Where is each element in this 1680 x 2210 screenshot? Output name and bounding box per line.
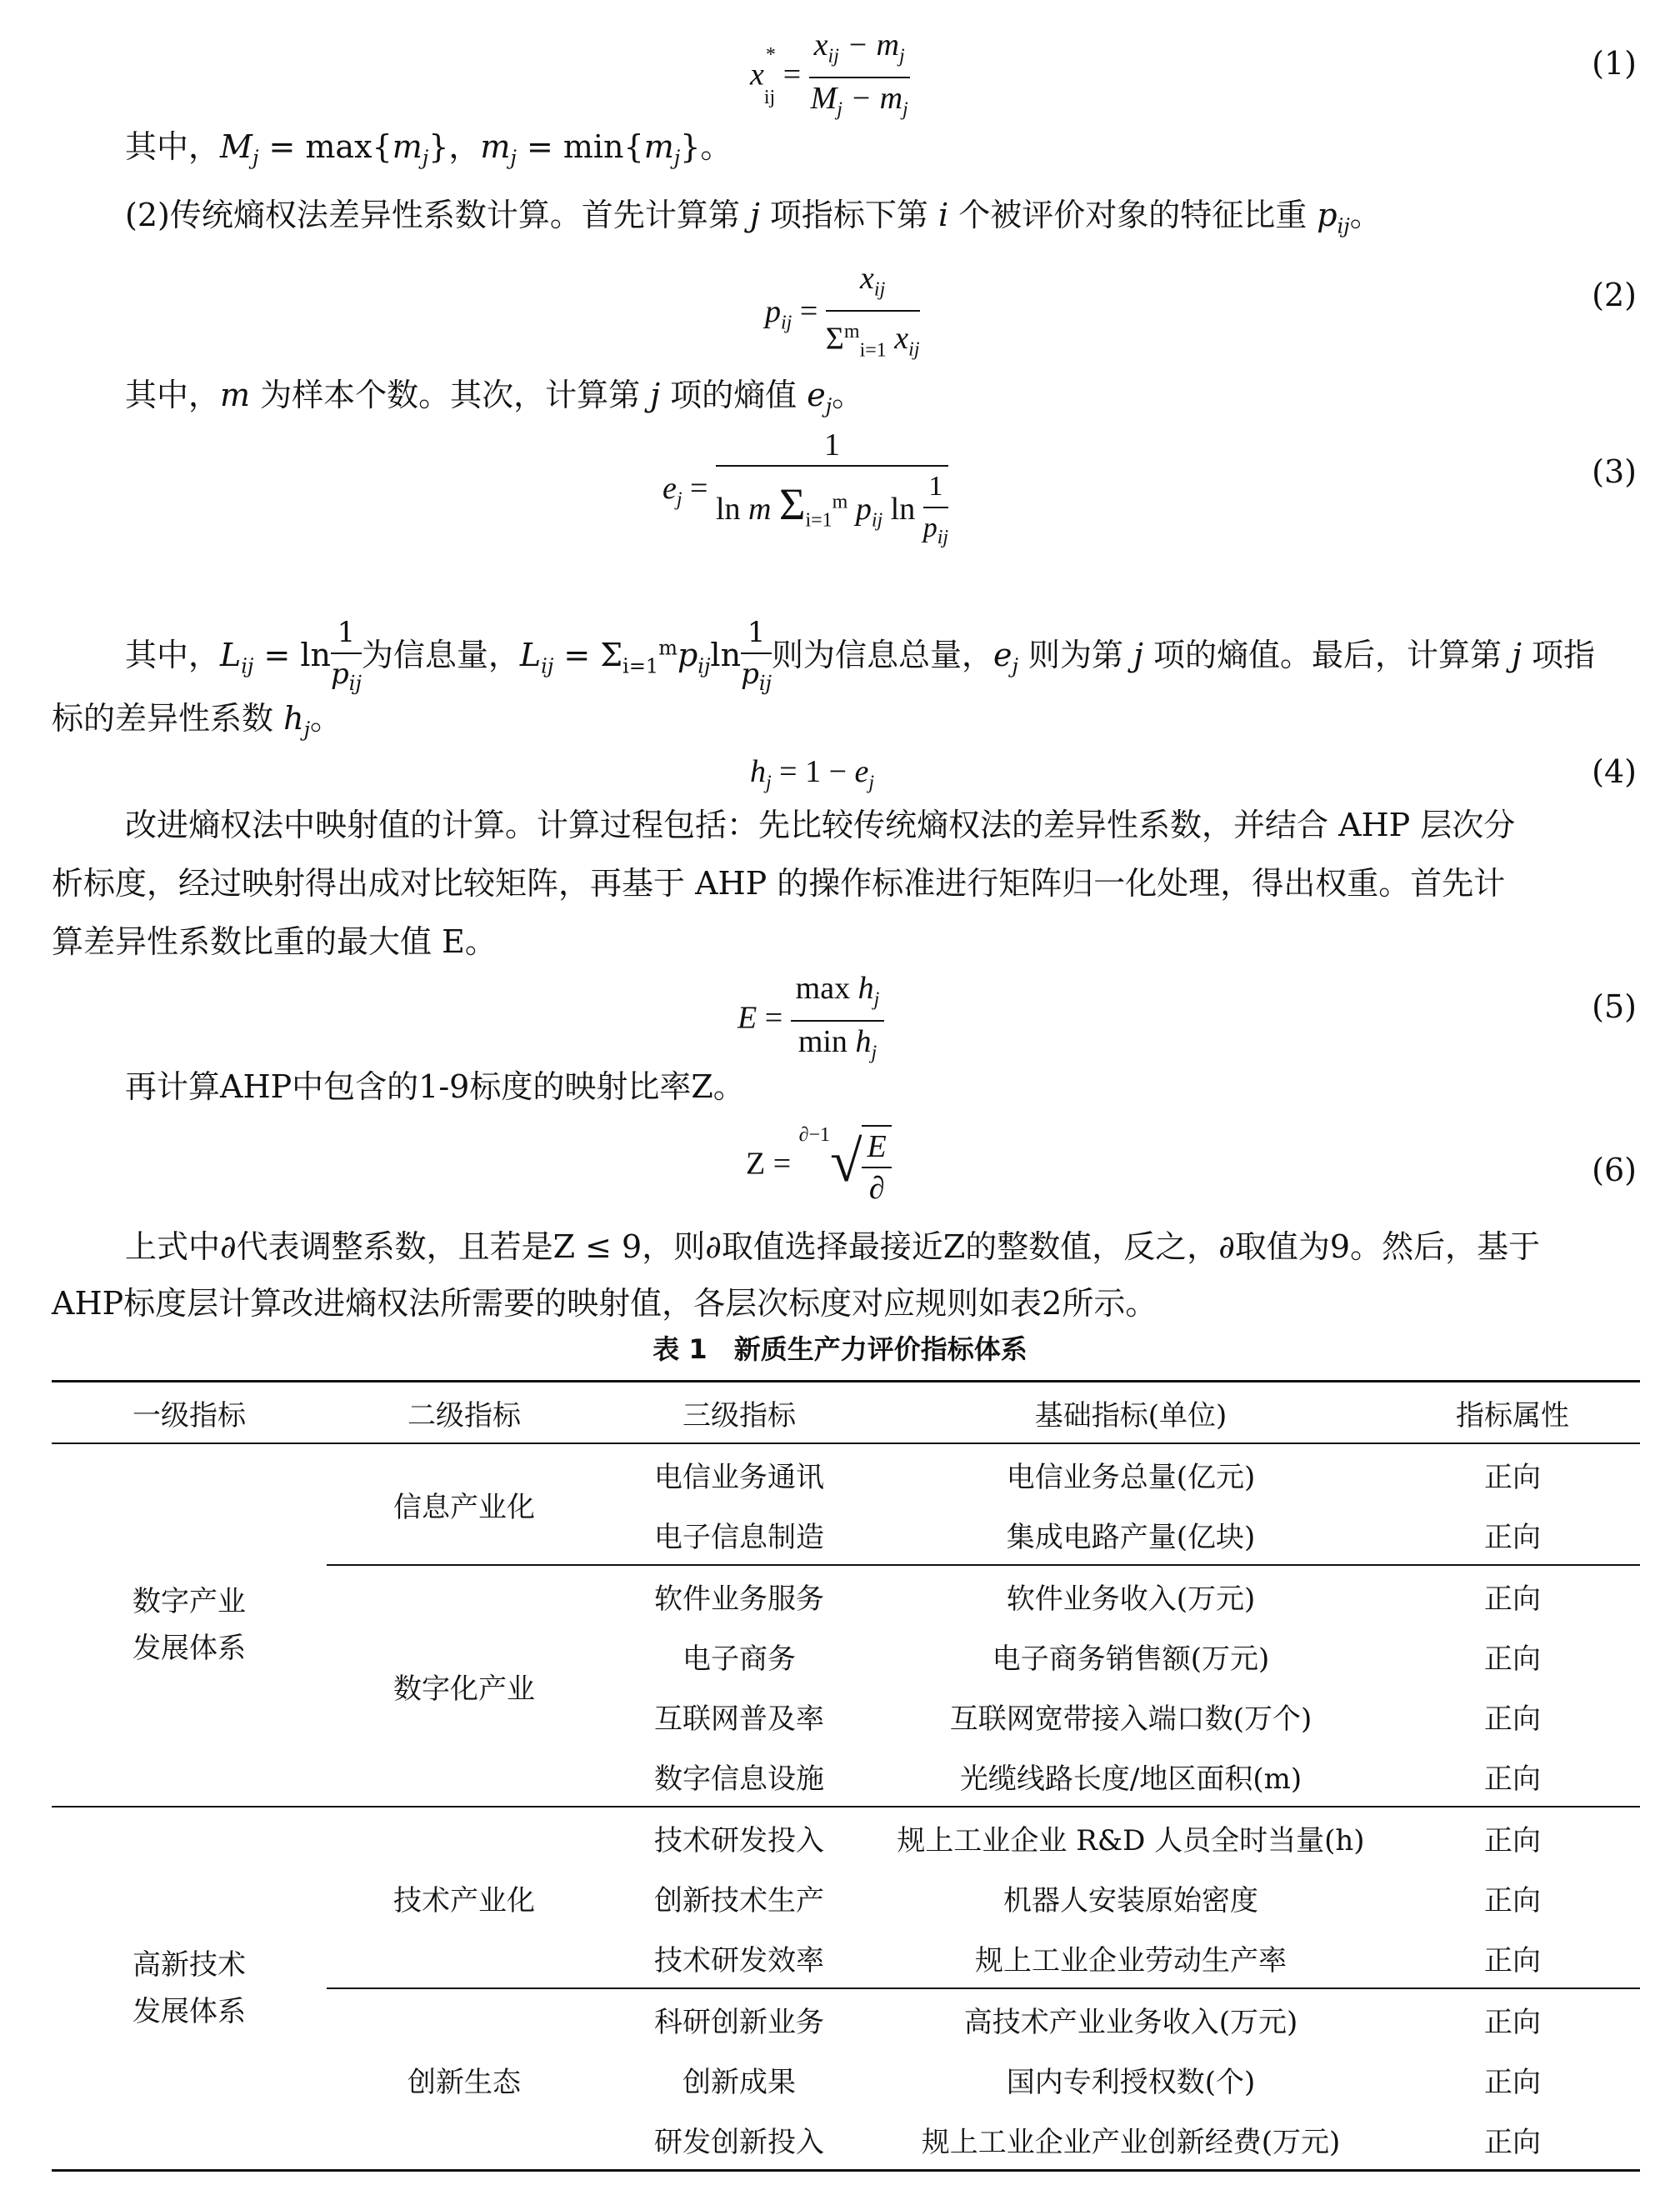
equation-3: $e_j$ = 1 ln m $\Sigma_{i=1}^m$ $p_{ij}$ ln $\frac{1}{p_{ij}}$ bbox=[662, 425, 948, 558]
base-cell: 电子商务销售额(万元) bbox=[992, 1642, 1270, 1676]
text-line-9: 再计算AHP中包含的1-9标度的映射比率Z。 bbox=[125, 1068, 745, 1105]
base-cell: 规上工业企业 R&D 人员全时当量(h) bbox=[897, 1823, 1365, 1858]
level1-label: 数字产业 发展体系 bbox=[132, 1585, 246, 1665]
level2-cell: 数字化产业 bbox=[327, 1565, 602, 1807]
level2-cell: 创新生态 bbox=[327, 1988, 602, 2171]
equation-number-1: (1) bbox=[1592, 45, 1637, 82]
equation-4: $h_j = 1 - e_j$ bbox=[750, 754, 875, 794]
level3-cell: 电子信息制造 bbox=[602, 1504, 877, 1565]
attr-cell: 正向 bbox=[1484, 1823, 1541, 1858]
attr-cell: 正向 bbox=[1385, 1746, 1640, 1807]
attr-cell: 正向 bbox=[1484, 1883, 1541, 1918]
text-line-4: 其中，$L_{ij} = \ln$ $\frac{1}{p_{ij}}$ 为信息量，$L_{ij} = \Sigma_{i=1}^mp_{ij}\ln$ $\frac{1}{p_{ij}}$ 则为信息总量，$e_j$ 则为第 j 项的熵值。最后，计算第 j 项指 bbox=[125, 612, 1595, 703]
level3-cell: 技术研发效率 bbox=[602, 1928, 877, 1988]
text-line-2: (2)传统熵权法差异性系数计算。首先计算第 j 项指标下第 i 个被评价对象的特征比重 $p_{ij}$。 bbox=[125, 197, 1382, 238]
base-cell: 高技术产业业务收入(万元) bbox=[963, 2005, 1298, 2039]
level3-cell: 互联网普及率 bbox=[654, 1702, 824, 1736]
attr-cell: 正向 bbox=[1484, 2005, 1541, 2039]
equation-number-3: (3) bbox=[1592, 453, 1637, 490]
text-line-11: AHP标度层计算改进熵权法所需要的映射值，各层次标度对应规则如表2所示。 bbox=[52, 1285, 1158, 1322]
attr-cell: 正向 bbox=[1484, 2065, 1541, 2099]
base-cell: 规上工业企业产业创新经费(万元) bbox=[877, 2109, 1385, 2171]
table-row bbox=[52, 1443, 1640, 1504]
equation-2: $p_{ij}$ = $\frac{x_{ij}}{\Sigma^m_{i=1} x_{ij}}$ bbox=[765, 258, 920, 370]
attr-cell: 正向 bbox=[1385, 1928, 1640, 1988]
level3-cell: 研发创新投入 bbox=[602, 2109, 877, 2171]
level2-cell: 信息产业化 bbox=[327, 1443, 602, 1565]
attr-cell: 正向 bbox=[1385, 1504, 1640, 1565]
attr-cell: 正向 bbox=[1484, 1460, 1541, 1494]
base-cell: 规上工业企业劳动生产率 bbox=[877, 1928, 1385, 1988]
base-cell: 机器人安装原始密度 bbox=[1003, 1883, 1258, 1918]
header-level1: 一级指标 bbox=[132, 1398, 246, 1432]
level2-cell: 技术产业化 bbox=[327, 1807, 602, 1988]
level3-cell: 创新成果 bbox=[682, 2065, 796, 2099]
equation-number-4: (4) bbox=[1592, 753, 1637, 790]
equation-number-2: (2) bbox=[1592, 277, 1637, 313]
text-line-7: 析标度，经过映射得出成对比较矩阵，再基于 AHP 的操作标准进行矩阵归一化处理，得出权重。首先计 bbox=[52, 865, 1506, 902]
attr-cell: 正向 bbox=[1484, 1642, 1541, 1676]
base-cell: 国内专利授权数(个) bbox=[1006, 2065, 1256, 2099]
text-line-6: 改进熵权法中映射值的计算。计算过程包括：先比较传统熵权法的差异性系数，并结合 AHP 层次分 bbox=[125, 807, 1516, 843]
table-header-row bbox=[52, 1382, 1640, 1444]
base-cell: 集成电路产量(亿块) bbox=[877, 1504, 1385, 1565]
level3-cell: 电信业务通讯 bbox=[654, 1460, 824, 1494]
text-line-10: 上式中∂代表调整系数，且若是Z ≤ 9，则∂取值选择最接近Z的整数值，反之，∂取值为9。然后，基于 bbox=[125, 1228, 1541, 1265]
level3-cell: 技术研发投入 bbox=[654, 1823, 824, 1858]
level3-cell: 软件业务服务 bbox=[654, 1582, 824, 1616]
table-row bbox=[52, 1807, 1640, 1868]
header-level2: 二级指标 bbox=[408, 1398, 521, 1432]
attr-cell: 正向 bbox=[1484, 1582, 1541, 1616]
equation-number-5: (5) bbox=[1592, 988, 1637, 1025]
text-line-8: 算差异性系数比重的最大值 E。 bbox=[52, 923, 497, 960]
text-line-3: 其中，m 为样本个数。其次，计算第 j 项的熵值 $e_j$。 bbox=[125, 377, 864, 418]
equation-number-6: (6) bbox=[1592, 1152, 1637, 1188]
level3-cell: 科研创新业务 bbox=[654, 2005, 824, 2039]
text-line-1: 其中，$M_j = \max\{m_j\}$，$m_j = \min\{m_j\}$。 bbox=[125, 128, 732, 170]
level3-cell: 电子商务 bbox=[682, 1642, 796, 1676]
header-base: 基础指标(单位) bbox=[1034, 1398, 1228, 1432]
equation-6: Z = $^{\partial-1}$√ $\frac{E}{\partial}$ bbox=[746, 1125, 892, 1208]
base-cell: 互联网宽带接入端口数(万个) bbox=[949, 1702, 1312, 1736]
attr-cell: 正向 bbox=[1385, 2109, 1640, 2171]
base-cell: 光缆线路长度/地区面积(m) bbox=[877, 1746, 1385, 1807]
indicator-table bbox=[52, 1380, 1640, 2172]
text-line-5: 标的差异性系数 $h_j$。 bbox=[52, 700, 342, 742]
attr-cell: 正向 bbox=[1484, 1702, 1541, 1736]
table-caption: 表 1 新质生产力评价指标体系 bbox=[652, 1333, 1028, 1365]
equation-5: E = $\frac{\max h_j}{\min h_j}$ bbox=[738, 968, 884, 1072]
base-cell: 软件业务收入(万元) bbox=[1006, 1582, 1256, 1616]
level1-cell bbox=[52, 1807, 327, 2171]
base-cell: 电信业务总量(亿元) bbox=[1006, 1460, 1256, 1494]
header-attr: 指标属性 bbox=[1456, 1398, 1569, 1432]
level3-cell: 创新技术生产 bbox=[654, 1883, 824, 1918]
level1-label: 高新技术 发展体系 bbox=[132, 1948, 246, 2028]
level3-cell: 数字信息设施 bbox=[602, 1746, 877, 1807]
header-level3: 三级指标 bbox=[682, 1398, 796, 1432]
level1-cell bbox=[52, 1443, 327, 1807]
equation-1: x * $_{ij}$ = $\frac{x_{ij} - m_j}{M_j - m_j}$ bbox=[750, 25, 910, 129]
